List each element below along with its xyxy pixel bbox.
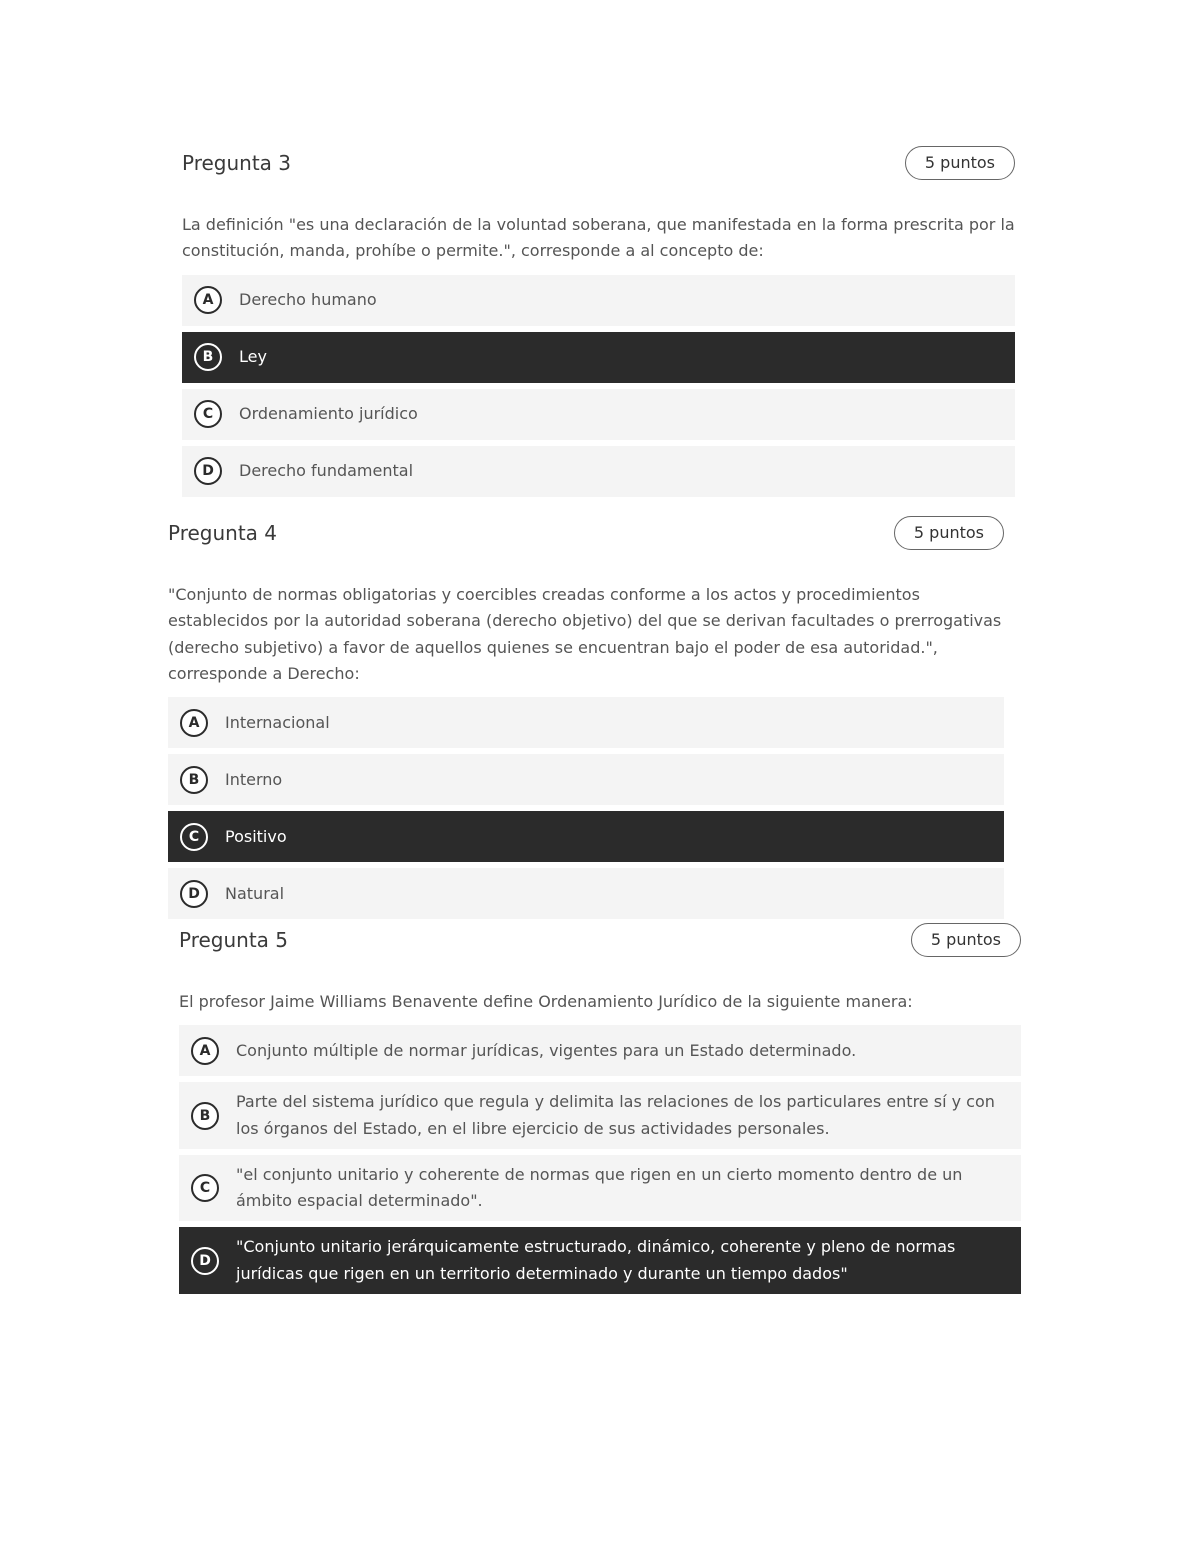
option-label: Ordenamiento jurídico — [239, 403, 418, 423]
points-badge: 5 puntos — [911, 923, 1021, 957]
option-label: Natural — [225, 883, 285, 903]
option-b[interactable] — [168, 754, 1004, 805]
question-text: El profesor Jaime Williams Benavente define Ordenamiento Jurídico de la siguiente manera: — [179, 992, 913, 1011]
option-d[interactable] — [179, 1227, 1021, 1294]
option-c[interactable] — [182, 389, 1015, 440]
option-letter-icon: D — [191, 1247, 219, 1275]
option-label: Internacional — [225, 712, 330, 732]
question-4 — [168, 510, 1004, 925]
option-label: "Conjunto unitario jerárquicamente estructurado, dinámico, coherente y pleno de normas jurídicas que rigen en un territorio determinado y durante un tiempo dados" — [236, 1237, 956, 1283]
option-a[interactable] — [182, 275, 1015, 326]
option-label: Parte del sistema jurídico que regula y delimita las relaciones de los particulares entre sí y con los órganos del Estado, en el libre ejercicio de sus actividades personales. — [236, 1092, 995, 1138]
option-letter-icon: A — [194, 286, 222, 314]
option-letter-icon: B — [191, 1102, 219, 1130]
option-label: Ley — [239, 346, 267, 366]
question-header — [179, 917, 1021, 967]
option-a[interactable] — [168, 697, 1004, 748]
option-label: Conjunto múltiple de normar jurídicas, vigentes para un Estado determinado. — [236, 1040, 857, 1060]
option-letter-icon: C — [194, 400, 222, 428]
question-5 — [179, 917, 1021, 1300]
option-b[interactable] — [179, 1082, 1021, 1149]
question-title: Pregunta 4 — [168, 521, 278, 545]
question-text: La definición "es una declaración de la voluntad soberana, que manifestada en la forma prescrita por la constitución, manda, prohíbe o permite.", corresponde a al concepto de: — [182, 215, 1015, 261]
option-label: Derecho fundamental — [239, 460, 414, 480]
question-header — [182, 140, 1015, 190]
option-label: "el conjunto unitario y coherente de normas que rigen en un cierto momento dentro de un ámbito espacial determinado". — [236, 1164, 963, 1211]
question-3 — [182, 140, 1015, 503]
points-badge: 5 puntos — [894, 516, 1004, 550]
option-a[interactable] — [179, 1025, 1021, 1076]
option-d[interactable] — [182, 446, 1015, 497]
option-label: Interno — [225, 769, 283, 789]
option-c[interactable] — [179, 1155, 1021, 1222]
option-letter-icon: B — [194, 343, 222, 371]
option-label: Positivo — [225, 826, 287, 846]
option-letter-icon: D — [194, 457, 222, 485]
option-letter-icon: A — [180, 709, 208, 737]
option-letter-icon: C — [180, 823, 208, 851]
option-d[interactable] — [168, 868, 1004, 919]
points-badge: 5 puntos — [905, 146, 1015, 180]
option-c[interactable] — [168, 811, 1004, 862]
question-title: Pregunta 5 — [179, 928, 289, 952]
option-b[interactable] — [182, 332, 1015, 383]
question-text: "Conjunto de normas obligatorias y coercibles creadas conforme a los actos y procedimientos establecidos por la autoridad soberana (derecho objetivo) del que se derivan facultades o prerrogativas (derecho subjetivo) a favor de aquellos quienes se encuentran bajo el poder de esa autoridad.", corresponde a Derecho: — [168, 585, 1002, 683]
option-letter-icon: C — [191, 1174, 219, 1202]
option-letter-icon: D — [180, 880, 208, 908]
question-header — [168, 510, 1004, 560]
option-label: Derecho humano — [239, 289, 377, 309]
question-title: Pregunta 3 — [182, 151, 292, 175]
option-letter-icon: A — [191, 1037, 219, 1065]
option-letter-icon: B — [180, 766, 208, 794]
